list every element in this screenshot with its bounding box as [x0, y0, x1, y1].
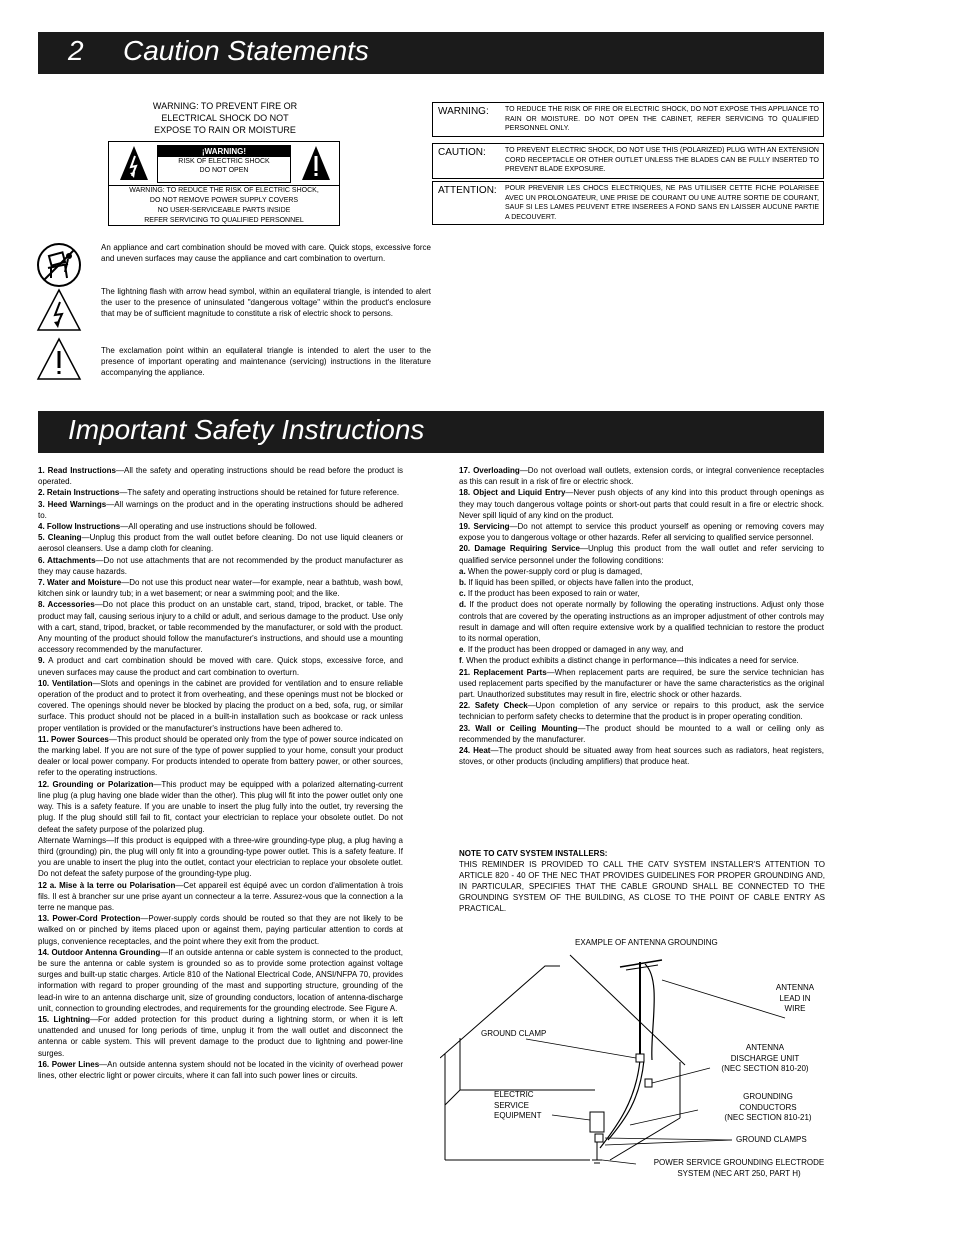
instruction-heading: 24. Heat [459, 746, 491, 756]
electric-service-label: ELECTRIC SERVICE EQUIPMENT [494, 1090, 542, 1120]
instruction-body: —All operating and use instructions should be followed. [120, 522, 317, 532]
instruction-item [38, 913, 403, 947]
instruction-body: . If the product has been dropped or damaged in any way, and [463, 645, 684, 655]
instruction-heading: 14. Outdoor Antenna Grounding [38, 947, 161, 957]
cart-tip-icon [36, 242, 82, 288]
warning-box: WARNING: TO REDUCE THE RISK OF FIRE OR ELECTRIC SHOCK, DO NOT EXPOSE THIS APPLIANCE TO RAIN OR MOISTURE. DO NOT OPEN THE CABINET, REFER SERVICING TO QUALIFIED PERSONNEL ONLY. [432, 102, 824, 137]
instruction-heading: b. [459, 578, 467, 588]
instruction-item [459, 588, 824, 599]
instruction-body: If the product does not operate normally by following the operating instructions. Adjust only those controls that are covered by the operating instructions as an improper adjustment of other controls may result in damage and will often require extensive work by a qualified technician to restore the product to its normal operation, [459, 600, 824, 644]
section-number: 2 [68, 35, 84, 66]
instruction-heading: 10. Ventilation [38, 678, 93, 688]
safety-title: Important Safety Instructions [68, 414, 425, 445]
instruction-heading: 8. Accessories [38, 600, 95, 610]
instruction-item [38, 1059, 403, 1081]
ground-clamps-label: GROUND CLAMPS [736, 1135, 807, 1144]
instruction-body: —Slots and openings in the cabinet are provided for ventilation and to ensure reliable operation of the product and to protect it from overheating, and these openings must not be blocked or covered. The openings should never be blocked by placing the product on a bed, sofa, rug, or similar surface. This product should not be placed in a built-in installation such as bookcase or rack unless proper ventilation is provided or the manufacturer's instructions have been adhered to. [38, 678, 403, 733]
instruction-item [38, 555, 403, 577]
attention-box: ATTENTION: POUR PREVENIR LES CHOCS ELECTRIQUES, NE PAS UTILISER CETTE FICHE POLARISEE AVEC UN PROLONGATEUR, UNE PRISE DE COURANT OU UNE AUTRE SORTIE DE COURANT, SAUF SI LES LAMES PEUVENT ETRE INSEREES A FOND SANS EN LAISSER AUCUNE PARTIE A DECOUVERT. [432, 181, 824, 225]
instruction-item [459, 745, 824, 767]
warning-label [108, 141, 340, 226]
exclamation-triangle-icon [301, 145, 331, 181]
instruction-item [459, 487, 824, 521]
instruction-body: When the power-supply cord or plug is damaged, [465, 566, 643, 576]
instruction-heading: 1. Read Instructions [38, 466, 116, 475]
instruction-body: —Do not use attachments that are not recommended by the product manufacturer as they may cause hazards. [38, 555, 403, 576]
instruction-item [38, 880, 403, 914]
instruction-heading: 11. Power Sources [38, 734, 109, 744]
instruction-body: —Never push objects of any kind into this product through openings as they may touch dangerous voltage points or short-out parts that could result in a fire or electric shock. Never spill liquid of any kind on the product. [459, 488, 824, 520]
instruction-item [38, 655, 403, 677]
discharge-unit-label: ANTENNA DISCHARGE UNIT (NEC SECTION 810-20) [721, 1043, 809, 1073]
instruction-heading: d. [459, 600, 467, 610]
instruction-item [459, 723, 824, 745]
instruction-item [459, 655, 824, 666]
instruction-body: —Unplug this product from the wall outlet before cleaning. Do not use liquid cleaners or aerosol cleansers. Use a damp cloth for cleaning. [38, 533, 403, 554]
instruction-body: —For added protection for this product during a lightning storm, or when it is left unattended and unused for long periods of time, unplug it from the wall outlet and disconnect the antenna or cable system. This will prevent damage to the product due to lightning and power-line surges. [38, 1014, 403, 1058]
instruction-heading: 9. [38, 656, 45, 666]
instruction-body: —An outside antenna system should not be located in the vicinity of overhead power lines, other electric light or power circuits, where it can fall into such power lines or circuits. [38, 1059, 404, 1080]
instruction-item [459, 599, 824, 644]
safety-header [38, 411, 824, 453]
instruction-body: . When the product exhibits a distinct change in performance—this indicates a need for service. [461, 656, 799, 666]
instruction-body: —The product should be situated away from heat sources such as radiators, heat registers, stoves, or other products (including amplifiers) that produce heat. [459, 746, 825, 767]
instruction-heading: 16. Power Lines [38, 1059, 100, 1069]
instruction-heading: 12 a. Mise à la terre ou Polarisation [38, 880, 176, 890]
exclamation-symbol-row: The exclamation point within an equilateral triangle is intended to alert the user to the presence of important operating and maintenance (servicing) instructions in the literature accompanying the appliance. [36, 345, 436, 385]
instruction-item [38, 734, 403, 779]
instruction-heading: 17. Overloading [459, 466, 520, 475]
instruction-item [38, 599, 403, 655]
instruction-heading: f [459, 656, 462, 666]
instruction-item [38, 835, 403, 880]
instruction-item [459, 566, 824, 577]
diagram-title: EXAMPLE OF ANTENNA GROUNDING [575, 938, 718, 947]
instruction-heading: e [459, 645, 464, 655]
instruction-item [38, 499, 403, 521]
instruction-heading: 13. Power-Cord Protection [38, 914, 141, 924]
lightning-triangle-icon [119, 145, 149, 181]
instruction-body: —When replacement parts are required, be sure the service technician has used replacement parts specified by the manufacturer or have the same characteristics as the original part. Unauthorized substitutes may result in fire, electric shock or other hazards. [459, 667, 825, 700]
instruction-heading: 15. Lightning [38, 1014, 90, 1024]
instruction-heading: 2. Retain Instructions [38, 488, 120, 498]
instruction-item [459, 700, 824, 722]
instruction-heading: 7. Water and Moisture [38, 578, 122, 588]
instruction-body: —All warnings on the product and in the operating instructions should be adhered to. [38, 499, 404, 520]
instruction-item [459, 644, 824, 655]
lightning-triangle-icon [36, 288, 82, 332]
instruction-body: —Cet appareil est équipé avec un cordon d'alimentation à trois fils. Il est à brancher sur une prise ayant un connecteur a la terre. Assurez-vous que la connection a la terre ne manque pas. [38, 880, 404, 912]
caution-box: CAUTION: TO PREVENT ELECTRIC SHOCK, DO NOT USE THIS (POLARIZED) PLUG WITH AN EXTENSION CORD RECEPTACLE OR OTHER OUTLET UNLESS THE BLADES CAN BE FULLY INSERTED TO PREVENT BLADE EXPOSURE. [432, 143, 824, 179]
instruction-heading: c. [459, 589, 466, 599]
instruction-body: —Do not use this product near water—for example, near a bathtub, wash bowl, kitchen sink or laundry tub; in a wet basement; or near a swimming pool; and the like. [38, 578, 403, 599]
antenna-lead-label: ANTENNA LEAD IN WIRE [775, 983, 815, 1013]
catv-note: NOTE TO CATV SYSTEM INSTALLERS: THIS REMINDER IS PROVIDED TO CALL THE CATV SYSTEM INSTALLER'S ATTENTION TO ARTICLE 820 - 40 OF THE NEC THAT PROVIDES GUIDELINES FOR PROPER GROUNDING AND, IN PARTICULAR, SPECIFIES THAT THE CABLE GROUND SHALL BE CONNECTED TO THE GROUNDING SYSTEM OF THE BUILDING, AS CLOSE TO THE POINT OF CABLE ENTRY AS PRACTICAL. [459, 849, 825, 913]
instruction-heading: 18. Object and Liquid Entry [459, 488, 566, 498]
instruction-body: If liquid has been spilled, or objects have fallen into the product, [466, 578, 694, 588]
instruction-heading: 19. Servicing [459, 522, 510, 532]
electrode-label: POWER SERVICE GROUNDING ELECTRODE SYSTEM (NEC ART 250, PART H) [653, 1158, 825, 1178]
instruction-body: —Power-supply cords should be routed so that they are not likely to be walked on or pinched by items placed upon or against them, paying particular attention to cords at plugs, convenience receptacles, and the point where they exit from the product. [38, 914, 403, 946]
instruction-item [459, 543, 824, 565]
instructions-right-column [459, 465, 824, 767]
ground-clamp-label: GROUND CLAMP [481, 1029, 547, 1038]
instruction-body: —The safety and operating instructions should be retained for future reference. [119, 488, 400, 498]
lightning-symbol-row: The lightning flash with arrow head symbol, within an equilateral triangle, is intended to alert the user to the presence of uninsulated "dangerous voltage" within the product's enclosure that may be of sufficient magnitude to constitute a risk of electric shock to persons. [36, 286, 436, 334]
instruction-heading: a. [459, 566, 466, 576]
instruction-body: A product and cart combination should be moved with care. Quick stops, excessive force, and uneven surfaces may cause the product and cart combination to overturn. [38, 656, 403, 677]
instruction-body: —Do not overload wall outlets, extension cords, or integral convenience receptacles as this can result in a risk of fire or electric shock. [459, 466, 824, 487]
instruction-item [38, 487, 403, 498]
instruction-body: —Do not attempt to service this product yourself as opening or removing covers may expose you to dangerous voltage or other hazards. Refer all servicing to qualified service personnel. [459, 522, 824, 543]
warning-label-inner: ¡WARNING! RISK OF ELECTRIC SHOCK DO NOT OPEN [157, 145, 291, 183]
instruction-item [459, 465, 824, 487]
instruction-item [38, 1014, 403, 1059]
instruction-item [38, 577, 403, 599]
instruction-item [38, 947, 403, 1014]
instruction-heading: 22. Safety Check [459, 701, 528, 711]
instruction-heading: 6. Attachments [38, 555, 96, 565]
warning-label-bottom: WARNING: TO REDUCE THE RISK OF ELECTRIC SHOCK, DO NOT REMOVE POWER SUPPLY COVERS NO USER-SERVICEABLE PARTS INSIDE REFER SERVICING TO QUALIFIED PERSONNEL [129, 187, 319, 224]
instruction-item [38, 521, 403, 532]
instruction-item [38, 678, 403, 734]
grounding-conductors-label: GROUNDING CONDUCTORS (NEC SECTION 810-21) [724, 1092, 812, 1122]
instruction-heading: 4. Follow Instructions [38, 522, 121, 532]
instruction-body: —All the safety and operating instructions should be read before the product is operated. [38, 466, 403, 487]
instruction-item [459, 521, 824, 543]
instruction-heading: 20. Damage Requiring Service [459, 544, 580, 554]
cart-symbol-row: An appliance and cart combination should be moved with care. Quick stops, excessive force and uneven surfaces may cause the appliance and cart combination to overturn. [36, 242, 436, 282]
instruction-body: —The product should be mounted to a wall or ceiling only as recommended by the manufacturer. [459, 723, 825, 744]
instruction-body: Alternate Warnings—If this product is equipped with a three-wire grounding-type plug, a plug having a third (grounding) pin, the plug will only fit into a grounding-type power outlet. This is a safety feature. If you are unable to insert the plug into the outlet, contact your electrician to replace your obsolete outlet. Do not defeat the safety purpose of the grounding-type plug. [38, 835, 403, 879]
instruction-body: —Do not place this product on an unstable cart, stand, tripod, bracket, or table. The product may fall, causing serious injury to a child or adult, and serious damage to the product. Use only with a cart, stand, tripod, bracket, or table recommended by the manufacturer, or sold with the product. Any mounting of the product should follow the manufacturer's instructions, and should use a mounting accessory recommended by the manufacturer. [38, 600, 403, 655]
instruction-heading: 5. Cleaning [38, 533, 82, 543]
instruction-heading: 23. Wall or Ceiling Mounting [459, 723, 578, 733]
instruction-heading: 12. Grounding or Polarization [38, 779, 154, 789]
exclamation-triangle-icon [36, 337, 82, 381]
instruction-body: —Unplug this product from the wall outlet and refer servicing to qualified service personnel under the following conditions: [459, 544, 825, 565]
instruction-item [459, 667, 824, 701]
instruction-body: —This product should be operated only from the type of power source indicated on the marking label. If you are not sure of the type of power supplied to your home, consult your product dealer or local power company. For products intended to operate from battery power, or other sources, refer to the operating instructions. [38, 734, 404, 778]
instruction-item [38, 779, 403, 835]
instruction-body: If the product has been exposed to rain or water, [465, 589, 640, 599]
instruction-item [38, 465, 403, 487]
instruction-body: —This product may be equipped with a polarized alternating-current line plug (a plug having one blade wider than the other). This plug will fit into the power outlet only one way. This is a safety feature. If you are unable to insert the plug fully into the outlet, try reversing the plug. If the plug should still fail to fit, contact your electrician to replace your obsolete outlet. Do not defeat the safety purpose of the polarized plug. [38, 779, 404, 834]
instruction-body: —If an outside antenna or cable system is connected to the product, be sure the antenna or cable system is grounded so as to provide some protection against voltage surges and built-up static charges. Article 810 of the National Electrical Code, ANSI/NFPA 70, provides information with regard to proper grounding of the mast and supporting structure, grounding of the lead-in wire to an antenna discharge unit, size of grounding conductors, location of antenna-discharge unit, connection to grounding electrodes, and requirements for the grounding electrode. See Figure A. [38, 947, 403, 1013]
instruction-heading: 3. Heed Warnings [38, 499, 107, 509]
section-header [38, 32, 824, 74]
instruction-body: —Upon completion of any service or repairs to this product, ask the service technician to perform safety checks to determine that the product is in proper operating condition. [459, 701, 824, 722]
instruction-heading: 21. Replacement Parts [459, 667, 547, 677]
instruction-item [459, 577, 824, 588]
instructions-left-column [38, 465, 403, 1081]
instruction-item [38, 532, 403, 554]
moisture-warning: WARNING: TO PREVENT FIRE OR ELECTRICAL SHOCK DO NOT EXPOSE TO RAIN OR MOISTURE [152, 101, 298, 135]
section-title: Caution Statements [123, 35, 369, 66]
